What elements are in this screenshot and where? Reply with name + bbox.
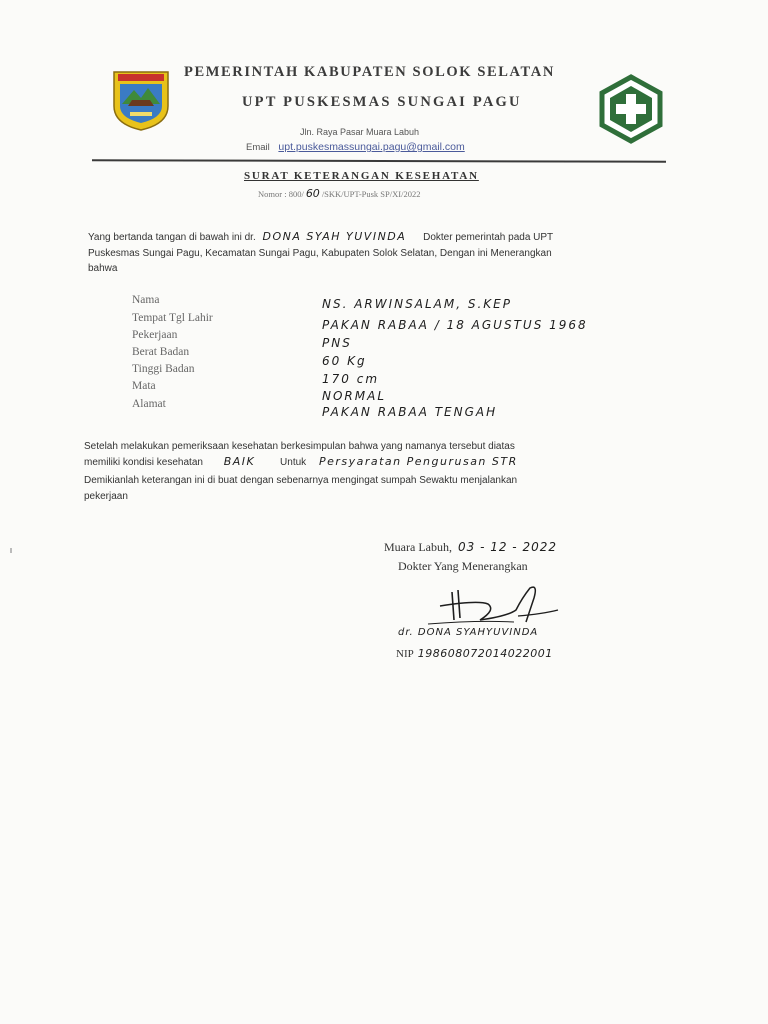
purpose-handwritten: Persyaratan Pengurusan STR <box>318 455 518 468</box>
health-cross-emblem-icon <box>598 74 664 144</box>
identity-value-eyes: NORMAL <box>322 389 387 403</box>
header-email-link[interactable]: upt.puskesmassungai.pagu@gmail.com <box>278 141 465 153</box>
identity-value-birth: PAKAN RABAA / 18 AGUSTUS 1968 <box>322 318 588 332</box>
identity-value-height: 170 cm <box>322 372 380 386</box>
identity-label-height: Tinggi Badan <box>132 363 195 375</box>
identity-label-birth: Tempat Tgl Lahir <box>132 312 213 324</box>
intro-text-before: Yang bertanda tangan di bawah ini dr. <box>88 232 256 243</box>
signature-name-handwritten: dr. DONA SYAHYUVINDA <box>398 627 539 638</box>
signature-nip-label: NIP <box>396 648 414 660</box>
document-number <box>258 187 420 200</box>
signature-role: Dokter Yang Menerangkan <box>398 559 528 573</box>
conclusion-line-2 <box>84 455 522 468</box>
health-condition-handwritten: BAIK <box>223 455 256 468</box>
intro-line-1 <box>88 230 553 243</box>
signature-date-handwritten: 03 - 12 - 2022 <box>457 540 557 554</box>
intro-line-3: bahwa <box>88 263 118 274</box>
intro-line-2: Puskesmas Sungai Pagu, Kecamatan Sungai Pagu, Kabupaten Solok Selatan, Dengan ini Menerangkan <box>88 248 552 259</box>
identity-label-weight: Berat Badan <box>132 346 190 358</box>
signature-nip-handwritten: 198608072014022001 <box>417 647 553 660</box>
identity-value-nama: NS. ARWINSALAM, S.KEP <box>322 297 512 311</box>
signature-place-date <box>384 540 557 555</box>
handwritten-signature-icon <box>418 580 568 628</box>
header-address: Jln. Raya Pasar Muara Labuh <box>300 127 420 137</box>
conclusion-line-1: Setelah melakukan pemeriksaan kesehatan berkesimpulan bahwa yang namanya tersebut diatas <box>84 441 515 452</box>
scan-speck <box>10 548 12 553</box>
conclusion-line-4: pekerjaan <box>84 491 128 502</box>
doctor-name-handwritten: DONA SYAH YUVINDA <box>262 230 407 243</box>
signature-nip <box>396 647 553 660</box>
identity-value-weight: 60 Kg <box>322 354 367 368</box>
conclusion-text-middle: Untuk <box>280 457 307 468</box>
conclusion-text-before: memiliki kondisi kesehatan <box>84 457 203 468</box>
header-divider <box>92 159 666 163</box>
document-number-prefix: Nomor : 800/ <box>258 189 304 199</box>
identity-label-job: Pekerjaan <box>132 329 178 341</box>
intro-text-after: Dokter pemerintah pada UPT <box>423 232 554 243</box>
header-clinic-name: UPT PUSKESMAS SUNGAI PAGU <box>242 94 522 110</box>
identity-value-address: PAKAN RABAA TENGAH <box>322 405 498 419</box>
identity-value-job: PNS <box>322 336 352 350</box>
regency-emblem-icon <box>110 66 172 132</box>
document-number-handwritten: 60 <box>305 187 320 200</box>
document-number-suffix: /SKK/UPT-Pusk SP/XI/2022 <box>321 189 421 199</box>
signature-place: Muara Labuh, <box>384 540 452 554</box>
header-email-row <box>246 141 465 153</box>
identity-label-address: Alamat <box>132 398 166 410</box>
header-email-label: Email <box>246 142 270 153</box>
header-government-name: PEMERINTAH KABUPATEN SOLOK SELATAN <box>184 64 555 80</box>
identity-label-nama: Nama <box>132 294 160 306</box>
document-title: SURAT KETERANGAN KESEHATAN <box>244 170 479 182</box>
conclusion-line-3: Demikianlah keterangan ini di buat dengan sebenarnya mengingat sumpah Sewaktu menjalankan <box>84 475 518 486</box>
identity-label-eyes: Mata <box>132 380 156 392</box>
